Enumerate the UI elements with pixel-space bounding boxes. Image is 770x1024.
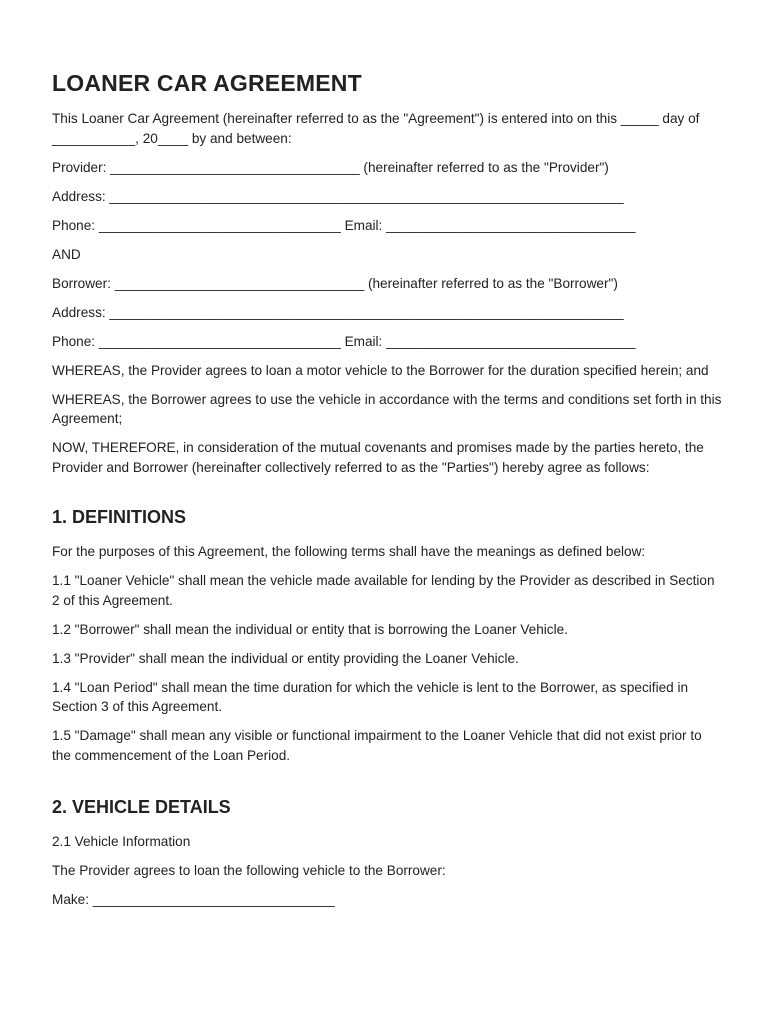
vehicle-intro: The Provider agrees to loan the following vehicle to the Borrower: — [52, 863, 446, 878]
section-definitions — [52, 507, 722, 765]
section-heading-vehicle-details: 2. VEHICLE DETAILS — [52, 797, 231, 817]
provider-phone-email-line: Phone: ________________________________ Email: _________________________________ — [52, 217, 636, 233]
definition-item: 1.3 "Provider" shall mean the individual or entity providing the Loaner Vehicle. — [52, 650, 519, 666]
document-title: LOANER CAR AGREEMENT — [52, 70, 362, 96]
document-body — [52, 70, 722, 919]
now-therefore-paragraph: NOW, THEREFORE, in consideration of the mutual covenants and promises made by the parties hereto, the Provider and Borrower (hereinafter collectively referred to as the "Parties") hereby agree as follows: — [52, 440, 704, 475]
definitions-intro: For the purposes of this Agreement, the following terms shall have the meanings as defined below: — [52, 544, 646, 559]
and-label: AND — [52, 246, 81, 262]
subsection-heading-vehicle-information: 2.1 Vehicle Information — [52, 834, 191, 849]
whereas-paragraph-2: WHEREAS, the Borrower agrees to use the vehicle in accordance with the terms and conditions set forth in this Agreement; — [52, 391, 722, 426]
whereas-paragraph-1: WHEREAS, the Provider agrees to loan a motor vehicle to the Borrower for the duration specified herein; and — [52, 362, 709, 378]
definition-item: 1.1 "Loaner Vehicle" shall mean the vehicle made available for lending by the Provider as described in Section 2 of this Agreement. — [52, 573, 715, 608]
section-heading-definitions: 1. DEFINITIONS — [52, 507, 187, 527]
borrower-line: Borrower: _________________________________ (hereinafter referred to as the "Borrower") — [52, 275, 618, 291]
borrower-phone-email-line: Phone: ________________________________ Email: _________________________________ — [52, 333, 636, 349]
provider-address-line: Address: ____________________________________________________________________ — [52, 188, 624, 204]
definition-item: 1.2 "Borrower" shall mean the individual or entity that is borrowing the Loaner Vehicle. — [52, 621, 568, 637]
provider-line: Provider: _________________________________ (hereinafter referred to as the "Provider") — [52, 159, 609, 175]
definition-item: 1.5 "Damage" shall mean any visible or functional impairment to the Loaner Vehicle that did not exist prior to the commencement of the Loan Period. — [52, 728, 702, 763]
section-vehicle-details — [52, 797, 722, 910]
intro-paragraph: This Loaner Car Agreement (hereinafter referred to as the "Agreement") is entered into on this _____ day of ___________, 20____ by and between: — [52, 111, 700, 146]
make-line: Make: ________________________________ — [52, 892, 335, 907]
borrower-address-line: Address: ____________________________________________________________________ — [52, 304, 624, 320]
definition-item: 1.4 "Loan Period" shall mean the time duration for which the vehicle is lent to the Borrower, as specified in Section 3 of this Agreement. — [52, 679, 689, 714]
